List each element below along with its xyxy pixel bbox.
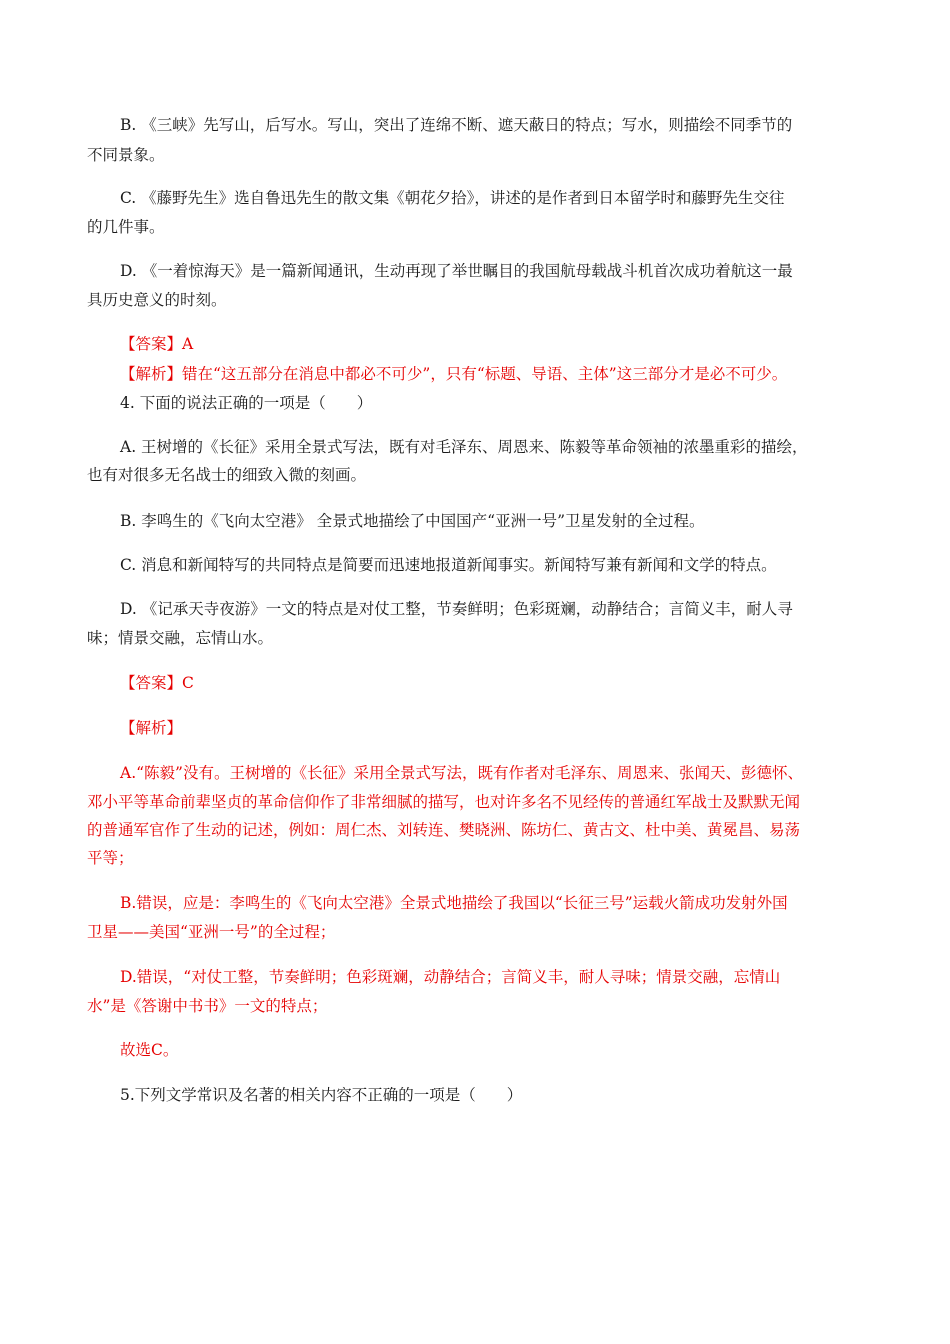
q4-analysis-a-line1: A.“陈毅”没有。王树增的《长征》采用全景式写法，既有作者对毛泽东、周恩来、张闻天、彭德怀、 (120, 764, 803, 782)
q4-analysis-label: 【解析】 (120, 719, 183, 737)
q3-option-d-line2: 具历史意义的时刻。 (87, 291, 227, 309)
q3-option-c-line2: 的几件事。 (87, 218, 165, 236)
q4-analysis-b-line1: B.错误，应是：李鸣生的《飞向太空港》全景式地描绘了我国以“长征三号”运载火箭成功发射外国 (120, 894, 788, 912)
q4-answer: 【答案】C (120, 674, 194, 692)
q4-analysis-d-line2: 水”是《答谢中书书》一文的特点； (87, 997, 328, 1015)
q4-analysis-d-line1: D.错误，“对仗工整，节奏鲜明；色彩斑斓，动静结合；言简义丰，耐人寻味；情景交融，忘情山 (120, 968, 781, 986)
q4-analysis-a-line2: 邓小平等革命前辈坚贞的革命信仰作了非常细腻的描写，也对许多名不见经传的普通红军战士及默默无闻 (87, 793, 801, 811)
q5-stem: 5.下列文学常识及名著的相关内容不正确的一项是（ ） (120, 1086, 523, 1104)
q4-option-b: B. 李鸣生的《飞向太空港》 全景式地描绘了中国国产“亚洲一号”卫星发射的全过程。 (120, 512, 705, 530)
q3-analysis: 【解析】错在“这五部分在消息中都必不可少”，只有“标题、导语、主体”这三部分才是必不可少。 (120, 365, 788, 383)
q4-option-a-line1: A. 王树增的《长征》采用全景式写法，既有对毛泽东、周恩来、陈毅等革命领袖的浓墨重彩的描绘， (120, 438, 808, 456)
q3-answer: 【答案】A (120, 335, 194, 353)
q4-analysis-a-line3: 的普通军官作了生动的记述，例如：周仁杰、刘转连、樊晓洲、陈坊仁、黄古文、杜中美、黄冕昌、易荡 (87, 821, 801, 839)
q4-option-c: C. 消息和新闻特写的共同特点是简要而迅速地报道新闻事实。新闻特写兼有新闻和文学的特点。 (120, 556, 777, 574)
q4-analysis-b-line2: 卫星——美国“亚洲一号”的全过程； (87, 923, 336, 941)
q3-option-b-line2: 不同景象。 (87, 146, 165, 164)
q4-option-a-line2: 也有对很多无名战士的细致入微的刻画。 (87, 466, 367, 484)
q4-option-d-line1: D. 《记承天寺夜游》一文的特点是对仗工整，节奏鲜明；色彩斑斓，动静结合；言简义丰，耐人寻 (120, 600, 793, 618)
q3-option-b-line1: B. 《三峡》先写山，后写水。写山，突出了连绵不断、遮天蔽日的特点；写水，则描绘不同季节的 (120, 116, 793, 134)
q4-analysis-a-line4: 平等； (87, 849, 134, 867)
q4-option-d-line2: 味；情景交融，忘情山水。 (87, 629, 274, 647)
q4-conclusion: 故选C。 (120, 1041, 179, 1059)
q3-option-c-line1: C. 《藤野先生》选自鲁迅先生的散文集《朝花夕拾》，讲述的是作者到日本留学时和藤野先生交往 (120, 189, 785, 207)
q4-stem: 4. 下面的说法正确的一项是（ ） (120, 394, 373, 412)
q3-option-d-line1: D. 《一着惊海天》是一篇新闻通讯，生动再现了举世瞩目的我国航母载战斗机首次成功着航这一最 (120, 262, 793, 280)
